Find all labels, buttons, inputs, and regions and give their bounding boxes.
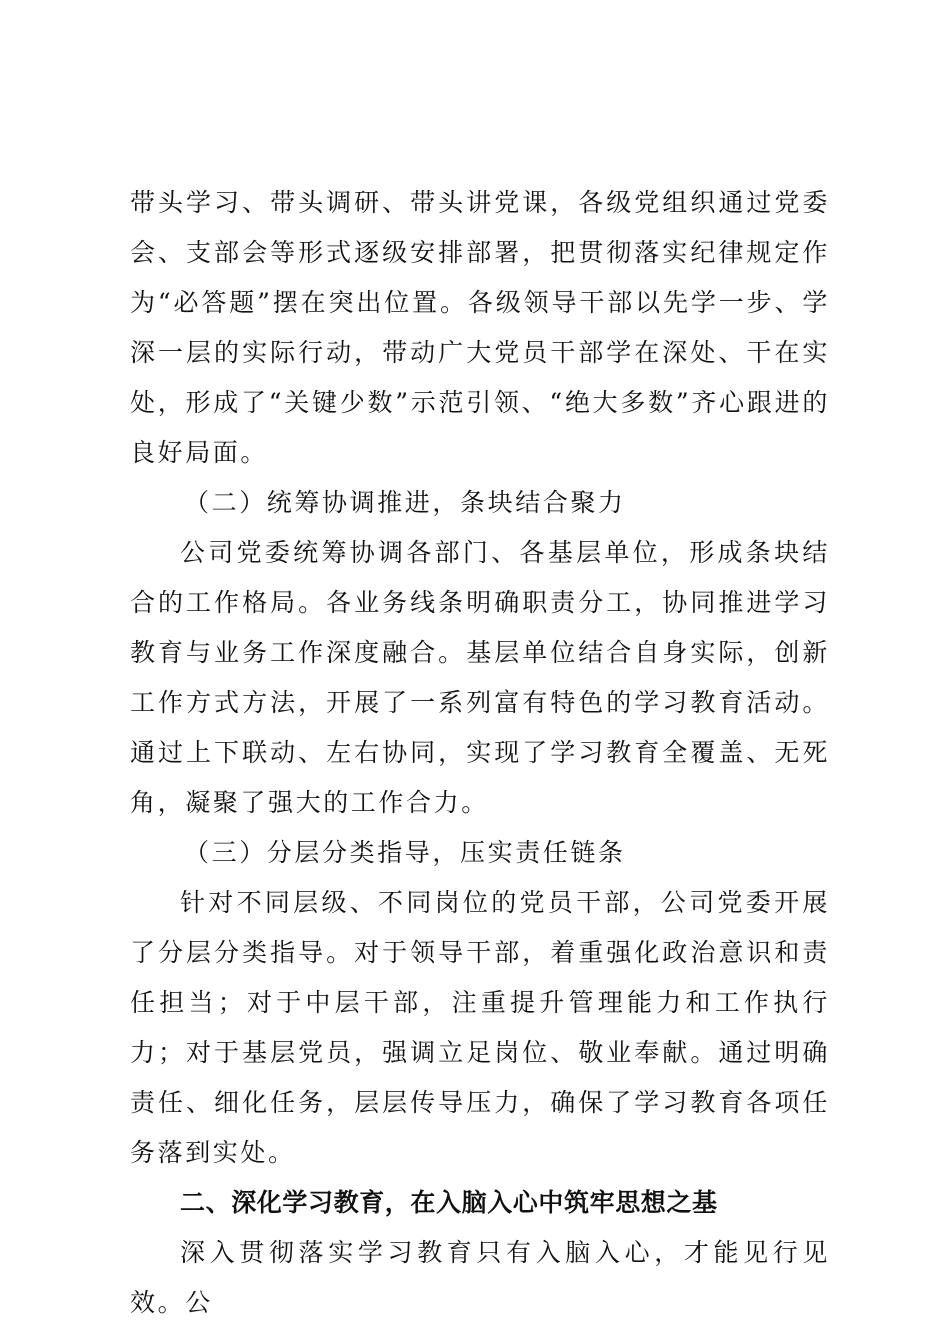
paragraph-layered-guidance: 针对不同层级、不同岗位的党员干部，公司党委开展了分层分类指导。对于领导干部，着重强化政治意识和责任担当；对于中层干部，注重提升管理能力和工作执行力；对于基层党员，强调立足岗位、敬业奉献。通过明确责任、细化任务，层层传导压力，确保了学习教育各项任务落到实处。 [130, 888, 830, 1167]
subheading-layered-guidance: （三）分层分类指导，压实责任链条 [184, 838, 626, 867]
paragraph-coordination: 公司党委统筹协调各部门、各基层单位，形成条块结合的工作格局。各业务线条明确职责分工，协同推进学习教育与业务工作深度融合。基层单位结合自身实际，创新工作方式方法，开展了一系列富有特色的学习教育活动。通过上下联动、左右协同，实现了学习教育全覆盖、无死角，凝聚了强大的工作合力。 [130, 538, 830, 817]
paragraph-continuation: 带头学习、带头调研、带头讲党课，各级党组织通过党委会、支部会等形式逐级安排部署，把贯彻落实纪律规定作为“必答题”摆在突出位置。各级领导干部以先学一步、学深一层的实际行动，带动广大党员干部学在深处、干在实处，形成了“关键少数”示范引领、“绝大多数”齐心跟进的良好局面。 [130, 188, 830, 467]
document-page [130, 178, 830, 1328]
subheading-coordination: （二）统筹协调推进，条块结合聚力 [184, 488, 626, 517]
paragraph-section-2-intro: 深入贯彻落实学习教育只有入脑入心，才能见行见效。公 [130, 1238, 830, 1317]
section-heading-2: 二、深化学习教育，在入脑入心中筑牢思想之基 [180, 1188, 718, 1217]
